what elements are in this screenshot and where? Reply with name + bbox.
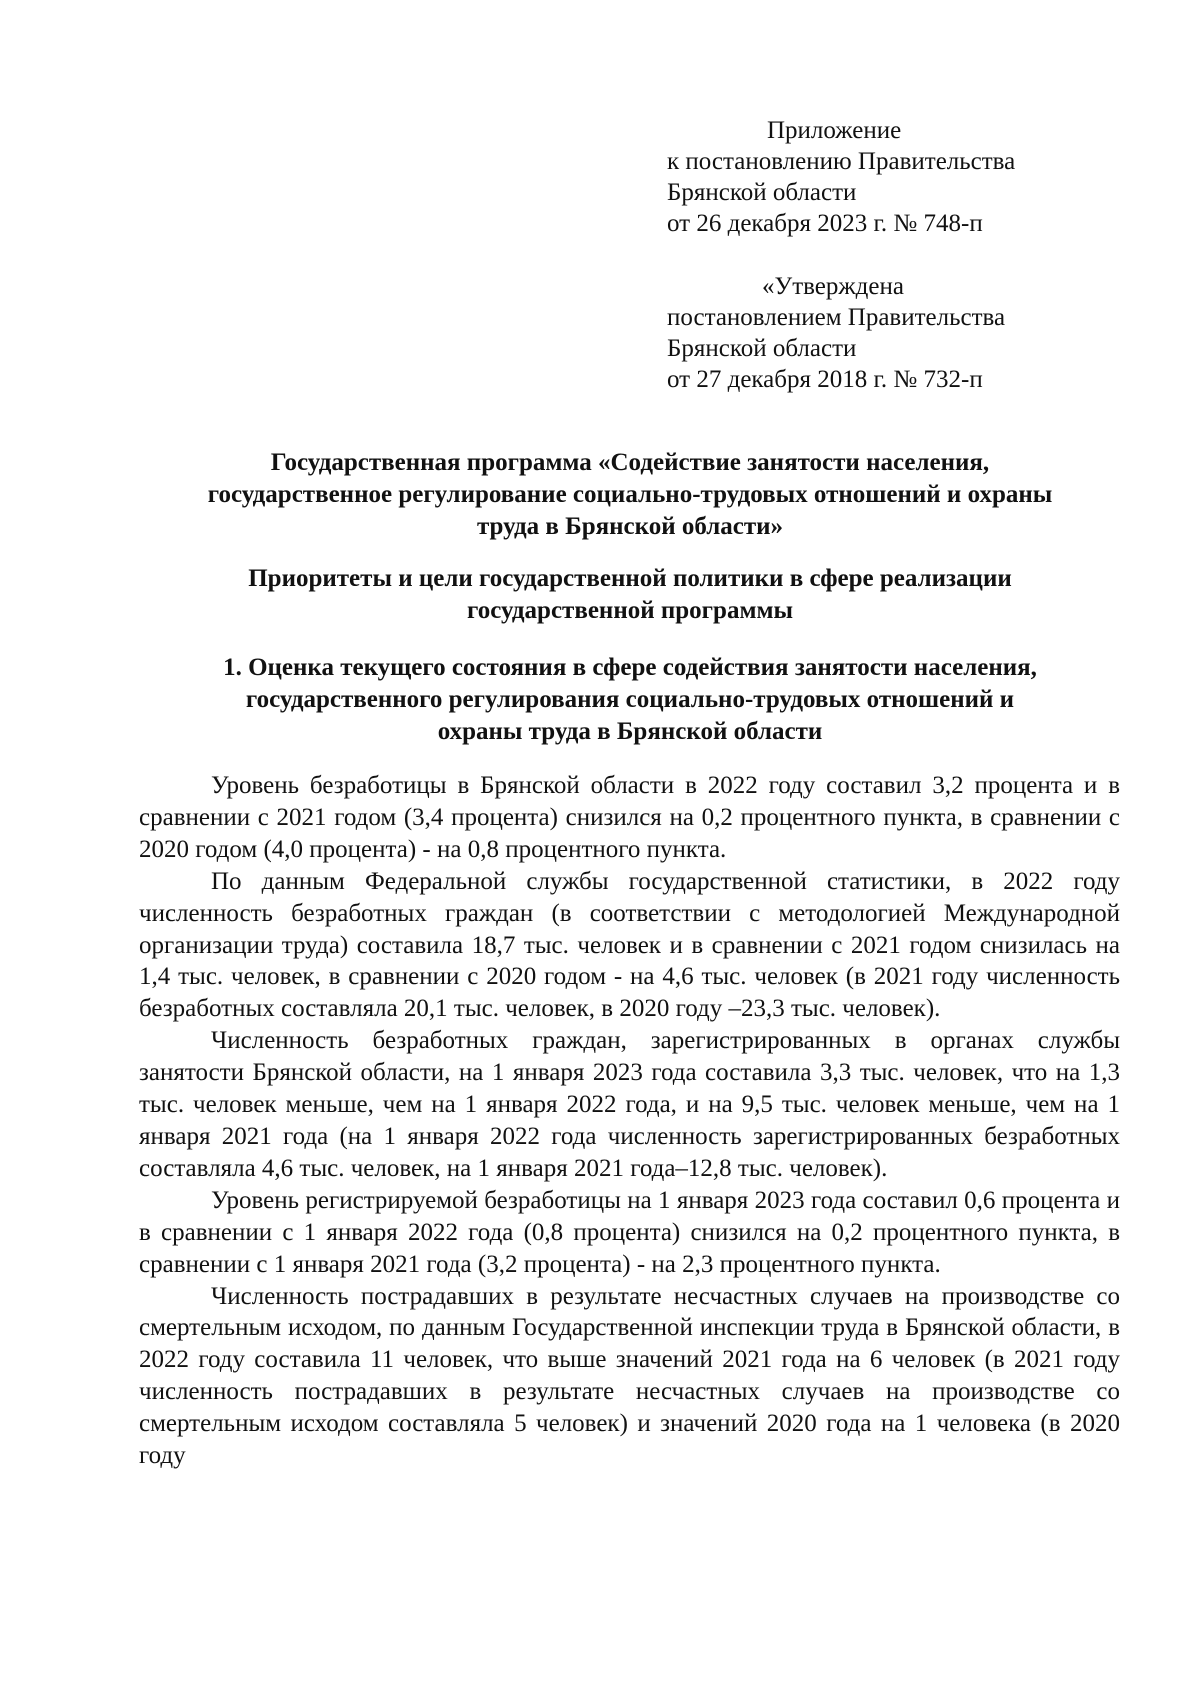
priorities-title bbox=[140, 563, 1120, 627]
approved-block bbox=[667, 271, 1137, 395]
paragraph-workplace-fatalities: Численность пострадавших в результате несчастных случаев на производстве со смертельным исходом, по данным Государственной инспекции труда в Брянской области, в 2022 году составила 11 человек, что выше значений 2021 года на 6 человек (в 2021 году численность пострадавших в результате несчастных случаев на производстве со смертельным исходом составляла 5 человек) и значений 2020 года на 1 человека (в 2020 году bbox=[139, 1282, 1120, 1470]
appendix-label: Приложение bbox=[767, 117, 902, 144]
approved-region: Брянской области bbox=[667, 335, 857, 362]
program-title-line: государственное регулирование социально-трудовых отношений и охраны bbox=[207, 481, 1053, 508]
appendix-resolution: к постановлению Правительства bbox=[667, 148, 1016, 175]
paragraph-unemployment-rate: Уровень безработицы в Брянской области в 2022 году составил 3,2 процента и в сравнении с 2021 годом (3,4 процента) снизился на 0,2 процентного пункта, в сравнении с 2020 годом (4,0 процента) - на 0,8 процентного пункта. bbox=[139, 772, 1120, 863]
program-title-line: Государственная программа «Содействие занятости населения, bbox=[270, 449, 990, 476]
body-text bbox=[139, 770, 1120, 1472]
program-title-line: труда в Брянской области» bbox=[476, 513, 784, 540]
section-title bbox=[140, 652, 1120, 748]
appendix-date-number: от 26 декабря 2023 г. № 748-п bbox=[667, 210, 983, 237]
appendix-region: Брянской области bbox=[667, 179, 857, 206]
approved-date-number: от 27 декабря 2018 г. № 732-п bbox=[667, 366, 983, 393]
approved-resolution: постановлением Правительства bbox=[667, 304, 1006, 331]
section-title-line: государственного регулирования социально-трудовых отношений и bbox=[245, 686, 1015, 713]
priorities-title-line: Приоритеты и цели государственной политики в сфере реализации bbox=[248, 565, 1012, 592]
paragraph-registered-unemployment-rate: Уровень регистрируемой безработицы на 1 января 2023 года составил 0,6 процента и в сравнении с 1 января 2022 года (0,8 процента) снизился на 0,2 процентного пункта, в сравнении с 1 января 2021 года (3,2 процента) - на 2,3 процентного пункта. bbox=[139, 1186, 1120, 1278]
paragraph-unemployed-count: По данным Федеральной службы государственной статистики, в 2022 году численность безработных граждан (в соответствии с методологией Международной организации труда) составила 18,7 тыс. человек и в сравнении с 2021 годом снизилась на 1,4 тыс. человек, в сравнении с 2020 годом - на 4,6 тыс. человек (в 2021 году численность безработных составляла 20,1 тыс. человек, в 2020 году –23,3 тыс. человек). bbox=[139, 867, 1120, 1023]
approved-label: «Утверждена bbox=[762, 273, 904, 300]
paragraph-registered-unemployed: Численность безработных граждан, зарегистрированных в органах службы занятости Брянской области, на 1 января 2023 года составила 3,3 тыс. человек, что на 1,3 тыс. человек меньше, чем на 1 января 2022 года, и на 9,5 тыс. человек меньше, чем на 1 января 2021 года (на 1 января 2022 года численность зарегистрированных безработных составляла 4,6 тыс. человек, на 1 января 2021 года–12,8 тыс. человек). bbox=[139, 1027, 1120, 1182]
appendix-block bbox=[667, 115, 1137, 239]
priorities-title-line: государственной программы bbox=[466, 597, 794, 624]
section-title-line: охраны труда в Брянской области bbox=[437, 718, 823, 745]
program-title bbox=[140, 447, 1120, 543]
section-title-line: 1. Оценка текущего состояния в сфере содействия занятости населения, bbox=[223, 654, 1037, 681]
